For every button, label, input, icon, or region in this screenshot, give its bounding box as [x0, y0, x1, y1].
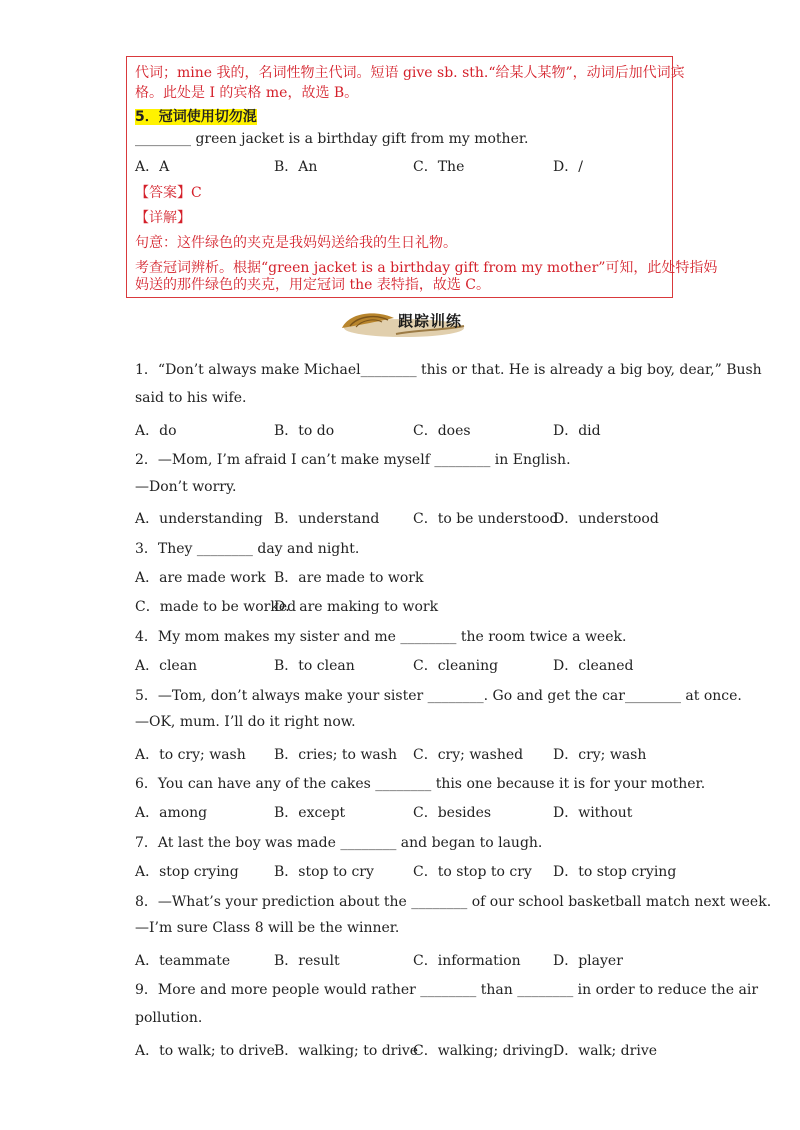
- sentence-meaning: 句意：这件绿色的夹克是我妈妈送给我的生日礼物。: [135, 235, 457, 251]
- example-option-d: D．/: [553, 159, 583, 175]
- example-option-b: B．An: [274, 159, 318, 175]
- q5-option-c: C．cry; washed: [413, 747, 524, 763]
- q7-option-b: B．stop to cry: [274, 864, 374, 880]
- q4-line1: 4．My mom makes my sister and me ________ the room twice a week.: [135, 629, 627, 645]
- section-heading: [135, 106, 257, 126]
- q3-line1: 3．They ________ day and night.: [135, 541, 360, 557]
- q8-line2: —I’m sure Class 8 will be the winner.: [135, 920, 400, 936]
- q2-option-a: A．understanding: [135, 511, 263, 527]
- banner-title: 跟踪训练: [398, 312, 463, 330]
- q8-option-c: C．information: [413, 953, 521, 969]
- example-option-c: C．The: [413, 159, 465, 175]
- q9-line1: 9．More and more people would rather ________ than ________ in order to reduce the air: [135, 982, 759, 998]
- example-option-a: A．A: [135, 159, 170, 175]
- q8-option-a: A．teammate: [135, 953, 231, 969]
- q7-option-c: C．to stop to cry: [413, 864, 532, 880]
- analysis-line2: 妈送的那件绿色的夹克，用定冠词 the 表特指，故选 C。: [135, 277, 490, 293]
- q7-option-a: A．stop crying: [135, 864, 239, 880]
- q7-option-d: D．to stop crying: [553, 864, 677, 880]
- q6-option-d: D．without: [553, 805, 633, 821]
- q8-option-d: D．player: [553, 953, 623, 969]
- q4-option-b: B．to clean: [274, 658, 355, 674]
- q5-option-a: A．to cry; wash: [135, 747, 246, 763]
- q3-option-c: C．made to be worked: [135, 599, 297, 615]
- detail-label: 【详解】: [135, 210, 191, 226]
- q6-line1: 6．You can have any of the cakes ________ this one because it is for your mother.: [135, 776, 706, 792]
- q5-option-d: D．cry; wash: [553, 747, 647, 763]
- example-answer: 【答案】C: [135, 185, 202, 201]
- q4-option-d: D．cleaned: [553, 658, 634, 674]
- q6-option-a: A．among: [135, 805, 208, 821]
- q2-line2: —Don’t worry.: [135, 479, 237, 495]
- analysis-line1: 考查冠词辨析。根据“green jacket is a birthday gift from my mother”可知，此处特指妈: [135, 260, 718, 276]
- q1-option-d: D．did: [553, 423, 601, 439]
- q9-option-d: D．walk; drive: [553, 1043, 658, 1059]
- q2-line1: 2．—Mom, I’m afraid I can’t make myself ________ in English.: [135, 452, 571, 468]
- prev-explanation-line2: 格。此处是 I 的宾格 me，故选 B。: [135, 85, 359, 101]
- q9-option-b: B．walking; to drive: [274, 1043, 419, 1059]
- example-question: ________ green jacket is a birthday gift from my mother.: [135, 131, 529, 147]
- q1-line1: 1．“Don’t always make Michael________ this or that. He is already a big boy, dear,” Bush: [135, 362, 762, 378]
- prev-explanation-line1: 代词；mine 我的，名词性物主代词。短语 give sb. sth.“给某人某物”，动词后加代词宾: [135, 65, 685, 81]
- q2-option-c: C．to be understood: [413, 511, 559, 527]
- q5-option-b: B．cries; to wash: [274, 747, 397, 763]
- section-heading-text: 5．冠词使用切勿混: [135, 109, 257, 125]
- q4-option-a: A．clean: [135, 658, 198, 674]
- q6-option-b: B．except: [274, 805, 346, 821]
- q9-line2: pollution.: [135, 1010, 203, 1026]
- q3-option-a: A．are made work: [135, 570, 266, 586]
- q9-option-c: C．walking; driving: [413, 1043, 554, 1059]
- q5-line1: 5．—Tom, don’t always make your sister ________. Go and get the car________ at once.: [135, 688, 742, 704]
- q3-option-b: B．are made to work: [274, 570, 424, 586]
- q3-option-d: D．are making to work: [274, 599, 439, 615]
- q2-option-b: B．understand: [274, 511, 380, 527]
- q4-option-c: C．cleaning: [413, 658, 499, 674]
- q6-option-c: C．besides: [413, 805, 492, 821]
- q9-option-a: A．to walk; to drive: [135, 1043, 275, 1059]
- q1-option-b: B．to do: [274, 423, 335, 439]
- q7-line1: 7．At last the boy was made ________ and began to laugh.: [135, 835, 543, 851]
- q1-option-a: A．do: [135, 423, 177, 439]
- q1-option-c: C．does: [413, 423, 471, 439]
- q2-option-d: D．understood: [553, 511, 659, 527]
- q8-line1: 8．—What’s your prediction about the ________ of our school basketball match next week.: [135, 894, 772, 910]
- q5-line2: —OK, mum. I’ll do it right now.: [135, 714, 356, 730]
- q8-option-b: B．result: [274, 953, 340, 969]
- q1-line2: said to his wife.: [135, 390, 247, 406]
